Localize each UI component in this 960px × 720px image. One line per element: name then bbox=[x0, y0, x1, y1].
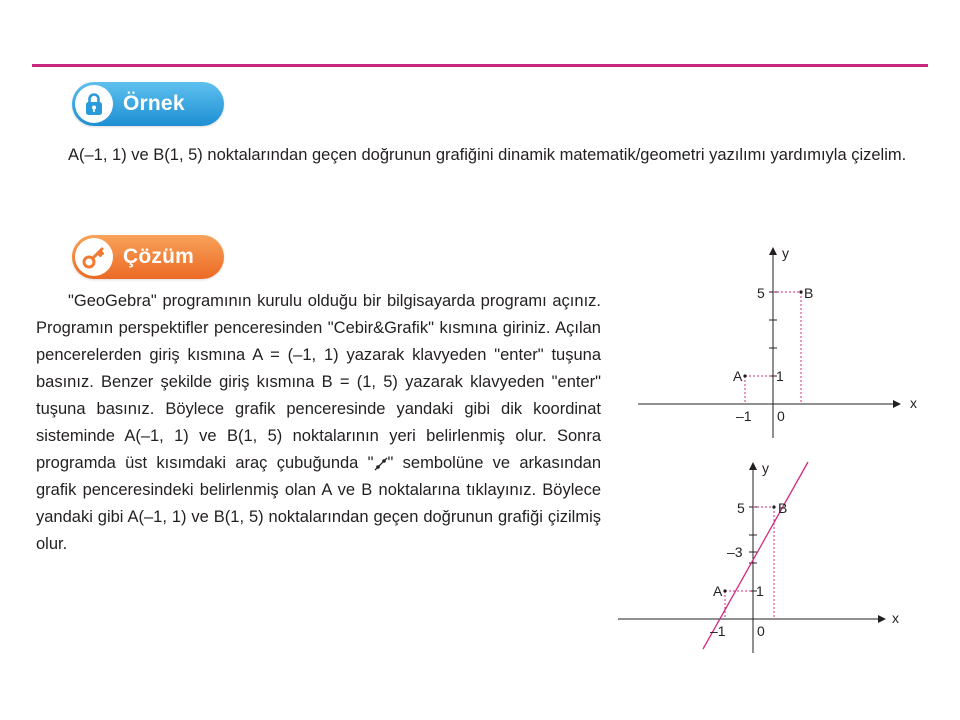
label-origin: 0 bbox=[757, 623, 765, 639]
label-B: B bbox=[778, 500, 788, 516]
top-rule bbox=[32, 64, 928, 67]
y-axis-label: y bbox=[782, 245, 789, 261]
solution-text-before: "GeoGebra" programının kurulu olduğu bir bilgisayarda programı açınız. Programın perspektifler penceresinden "Cebir&Grafik" kısmına giriniz. Açılan pencerelerden giriş kısmına A = (–1, 1) yazarak klavyeden "enter" tuşuna basınız. Benzer şekilde giriş kısmına B = (1, 5) yazarak klavyeden "enter" tuşuna basınız. Böylece grafik penceresinde yandaki gibi dik koordinat sisteminde A(–1, 1) ve B(1, 5) noktalarının yeri belirlenmiş olur. Sonra programda üst kısımdaki araç çubuğunda " bbox=[36, 292, 601, 472]
key-icon bbox=[75, 238, 113, 276]
label-neg3: –3 bbox=[727, 544, 743, 560]
point-A bbox=[723, 589, 726, 592]
label-origin: 0 bbox=[777, 408, 785, 424]
graph-line bbox=[610, 455, 920, 655]
label-1: 1 bbox=[756, 583, 764, 599]
x-axis-label: x bbox=[892, 610, 899, 626]
point-A bbox=[743, 374, 746, 377]
line-AB bbox=[703, 462, 808, 649]
graph-points bbox=[630, 240, 930, 450]
ornek-label: Örnek bbox=[123, 92, 185, 115]
solution-text bbox=[36, 288, 601, 558]
point-B bbox=[772, 505, 775, 508]
cozum-label: Çözüm bbox=[123, 245, 194, 268]
label-neg1: –1 bbox=[710, 623, 726, 639]
label-5: 5 bbox=[737, 500, 745, 516]
problem-text: A(–1, 1) ve B(1, 5) noktalarından geçen doğrunun grafiğini dinamik matematik/geometri yazılımı yardımıyla çizelim. bbox=[68, 146, 907, 164]
label-5: 5 bbox=[757, 285, 765, 301]
line-through-two-points-icon bbox=[374, 457, 388, 471]
label-neg1: –1 bbox=[736, 408, 752, 424]
cozum-badge bbox=[72, 235, 224, 279]
point-B bbox=[799, 290, 802, 293]
label-1: 1 bbox=[776, 368, 784, 384]
solution-text-after: " sembolüne ve arkasından grafik penceresindeki belirlenmiş olan A ve B noktalarına tıklayınız. Böylece yandaki gibi A(–1, 1) ve B(1, 5) noktalarından geçen doğrunun grafiği çizilmiş olur. bbox=[36, 454, 601, 553]
ornek-badge bbox=[72, 82, 224, 126]
y-axis-label: y bbox=[762, 460, 769, 476]
label-A: A bbox=[713, 583, 723, 599]
label-B: B bbox=[804, 285, 814, 301]
lock-icon bbox=[75, 85, 113, 123]
x-axis-label: x bbox=[910, 395, 917, 411]
label-A: A bbox=[733, 368, 743, 384]
